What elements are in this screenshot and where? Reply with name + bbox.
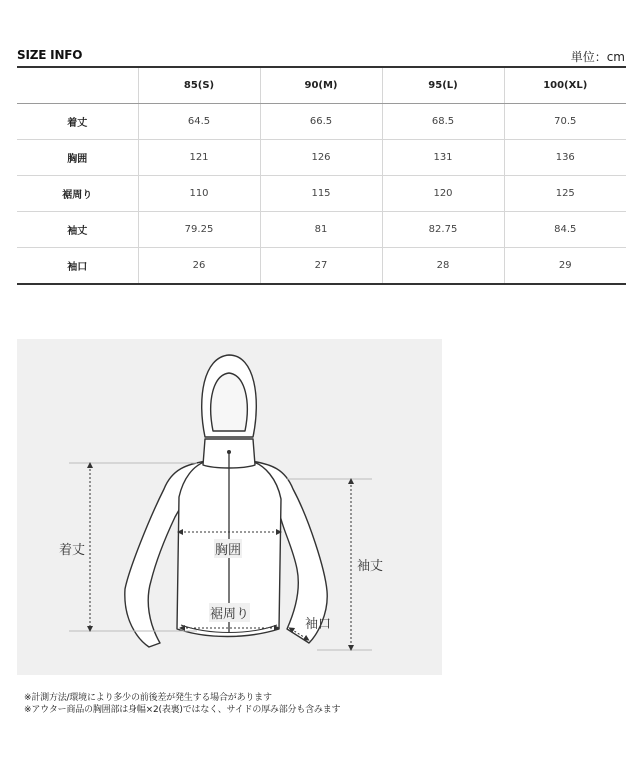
- table-cell: 136: [504, 140, 626, 176]
- note-line: ※アウター商品の胸囲部は身幅×2(表裏)ではなく、サイドの厚み部分も含みます: [24, 705, 341, 715]
- table-cell: 82.75: [382, 212, 504, 248]
- diagram-label-sleeve-length: 袖丈: [357, 559, 384, 574]
- table-cell: 70.5: [504, 104, 626, 140]
- table-cell: 66.5: [260, 104, 382, 140]
- header-cell-90m: 90(M): [260, 67, 382, 104]
- table-header-row: [17, 67, 626, 104]
- note-line: ※計測方法/環境により多少の前後差が発生する場合があります: [24, 693, 272, 703]
- diagram-label-hem: 裾周り: [209, 603, 250, 622]
- table-row: [17, 140, 626, 176]
- table-cell: 26: [138, 248, 260, 285]
- header-cell-85s: 85(S): [138, 67, 260, 104]
- diagram-label-cuff: 袖口: [305, 617, 332, 632]
- size-table: [17, 66, 626, 285]
- row-label: 袖丈: [17, 212, 138, 248]
- header-cell-95l: 95(L): [382, 67, 504, 104]
- unit-label: 単位：cm: [570, 50, 625, 64]
- measurement-notes: [24, 692, 340, 716]
- table-cell: 29: [504, 248, 626, 285]
- table-cell: 120: [382, 176, 504, 212]
- header-cell-empty: [17, 67, 138, 104]
- table-row: [17, 176, 626, 212]
- table-cell: 28: [382, 248, 504, 285]
- row-label: 袖口: [67, 262, 88, 273]
- table-row: [17, 104, 626, 140]
- table-cell: 84.5: [504, 212, 626, 248]
- size-info-title: SIZE INFO: [17, 48, 83, 62]
- header-cell-100xl: 100(XL): [504, 67, 626, 104]
- table-row: [17, 248, 626, 285]
- row-label: 着丈: [17, 104, 138, 140]
- diagram-label-length: 着丈: [59, 543, 86, 558]
- table-cell: 121: [138, 140, 260, 176]
- row-label: 裾周り: [17, 176, 138, 212]
- table-cell: 125: [504, 176, 626, 212]
- table-row: [17, 212, 626, 248]
- table-cell: 110: [138, 176, 260, 212]
- table-cell: 131: [382, 140, 504, 176]
- table-cell: 81: [260, 212, 382, 248]
- table-cell: 79.25: [138, 212, 260, 248]
- table-cell: 68.5: [382, 104, 504, 140]
- jacket-illustration: [17, 339, 442, 675]
- row-label: 胸囲: [17, 140, 138, 176]
- hood-opening: [211, 373, 248, 431]
- garment-measurement-diagram: [17, 339, 442, 675]
- diagram-label-chest: 胸囲: [214, 539, 242, 558]
- table-cell: 27: [260, 248, 382, 285]
- table-cell: 115: [260, 176, 382, 212]
- table-cell: 126: [260, 140, 382, 176]
- table-cell: 64.5: [138, 104, 260, 140]
